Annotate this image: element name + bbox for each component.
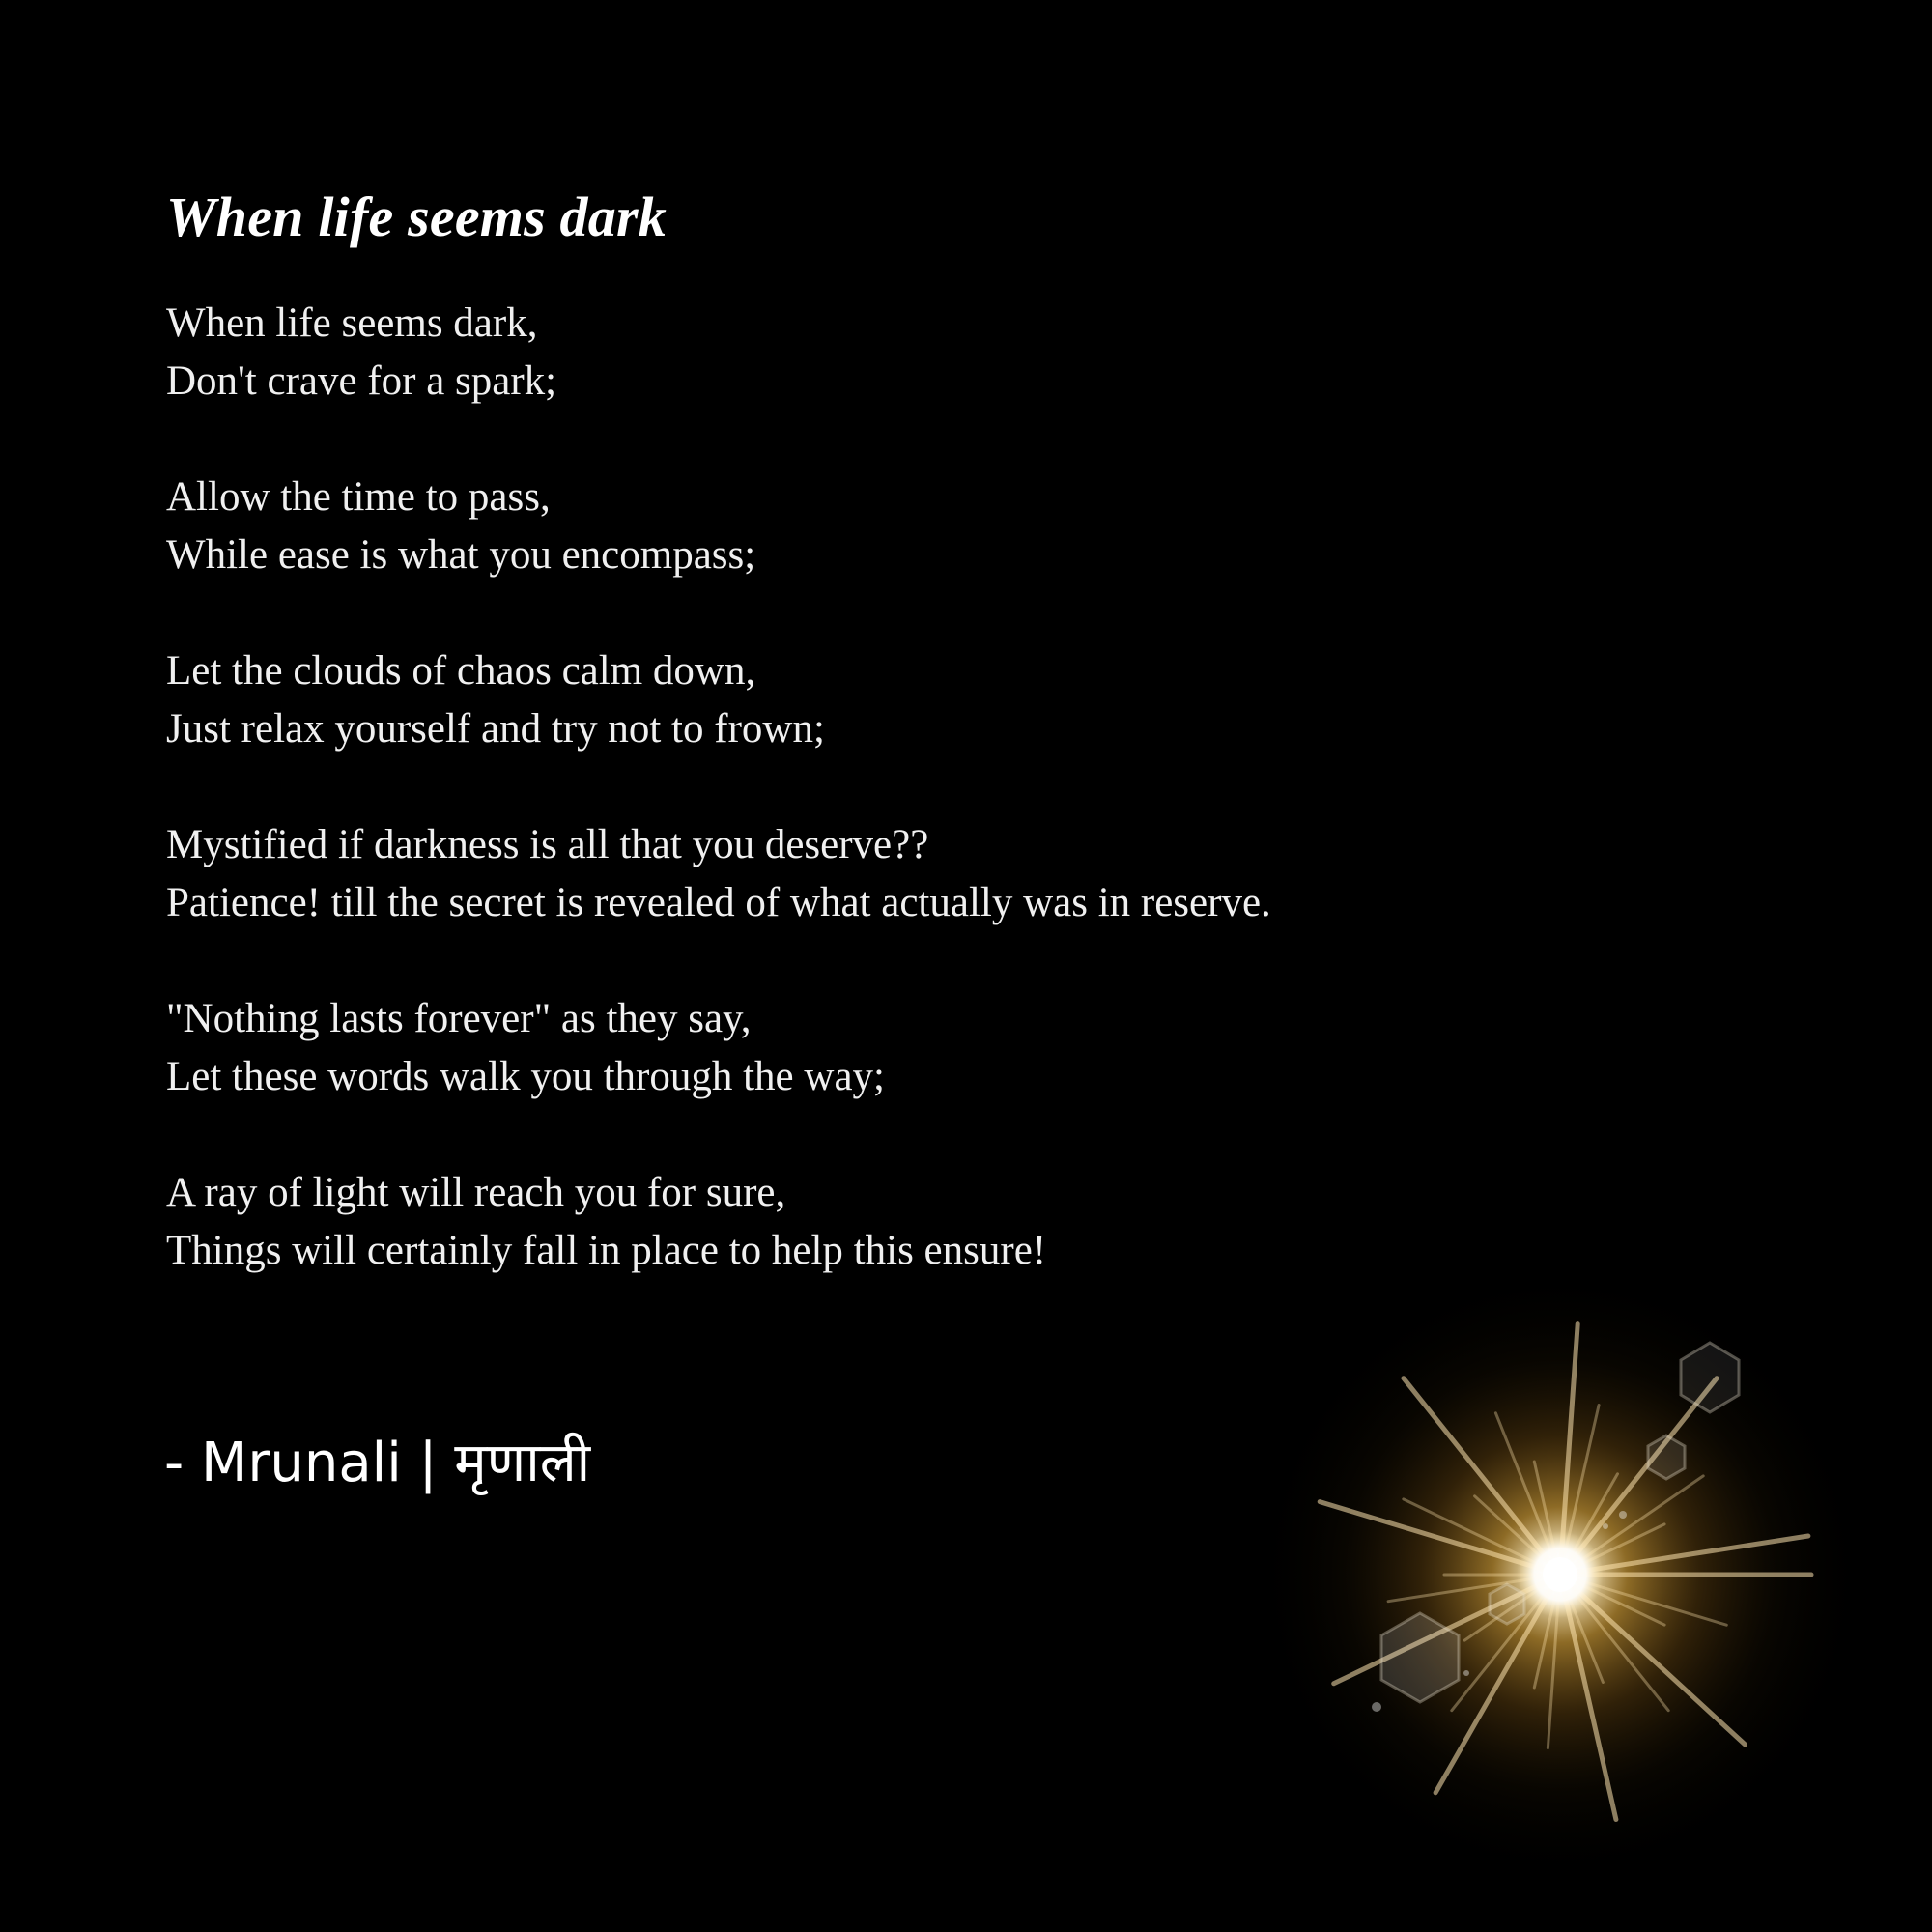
poem-line: When life seems dark, [166,300,538,346]
flare-ray [1560,1536,1808,1575]
flare-ray [1495,1413,1560,1575]
lens-flare-icon [1227,1265,1884,1903]
flare-ray [1534,1462,1560,1575]
stanza-1 [166,295,1615,411]
flare-ray [1435,1575,1560,1793]
poem-line: Let the clouds of chaos calm down, [166,648,756,694]
flare-ray [1404,1378,1560,1575]
poem-line: Patience! till the secret is revealed of what actually was in reserve. [166,880,1271,925]
poem-line: Don't crave for a spark; [166,358,557,404]
poem-line: Just relax yourself and try not to frown; [166,706,825,752]
poem-stanzas [166,295,1615,1280]
poem-line: Let these words walk you through the way; [166,1054,885,1099]
flare-ray [1560,1378,1717,1575]
flare-ray [1560,1575,1726,1625]
poem-block [166,179,1615,1338]
flare-ray [1560,1476,1703,1575]
stanza-4 [166,816,1615,932]
flare-ray [1534,1575,1560,1688]
flare-ray [1560,1474,1618,1575]
flare-ray [1560,1575,1668,1711]
flare-ray [1560,1324,1577,1575]
poem-line: While ease is what you encompass; [166,532,756,578]
stanza-5 [166,990,1615,1106]
flare-ray [1548,1575,1560,1748]
stanza-6 [166,1164,1615,1280]
flare-ray [1452,1575,1560,1711]
stanza-2 [166,469,1615,584]
flare-ray [1560,1524,1664,1575]
flare-ray [1404,1499,1560,1575]
stanza-3 [166,642,1615,758]
poem-line: A ray of light will reach you for sure, [166,1170,786,1215]
flare-ray [1560,1575,1745,1745]
poem-line: Things will certainly fall in place to help this ensure! [166,1228,1047,1273]
author-signature: - Mrunali | मृणाली [164,1432,591,1494]
flare-ray [1475,1496,1560,1575]
flare-ray [1388,1575,1560,1602]
flare-ray [1560,1406,1599,1576]
flare-ray [1560,1575,1616,1820]
poem-title: When life seems dark [166,185,667,248]
poem-line: Allow the time to pass, [166,474,551,520]
flare-ray [1464,1575,1560,1640]
flare-ray [1560,1575,1603,1683]
poem-line: "Nothing lasts forever" as they say, [166,996,752,1041]
flare-ray [1320,1502,1560,1575]
poem-line: Mystified if darkness is all that you deserve?? [166,822,929,867]
flare-ray [1334,1575,1560,1684]
flare-ray [1560,1575,1664,1625]
